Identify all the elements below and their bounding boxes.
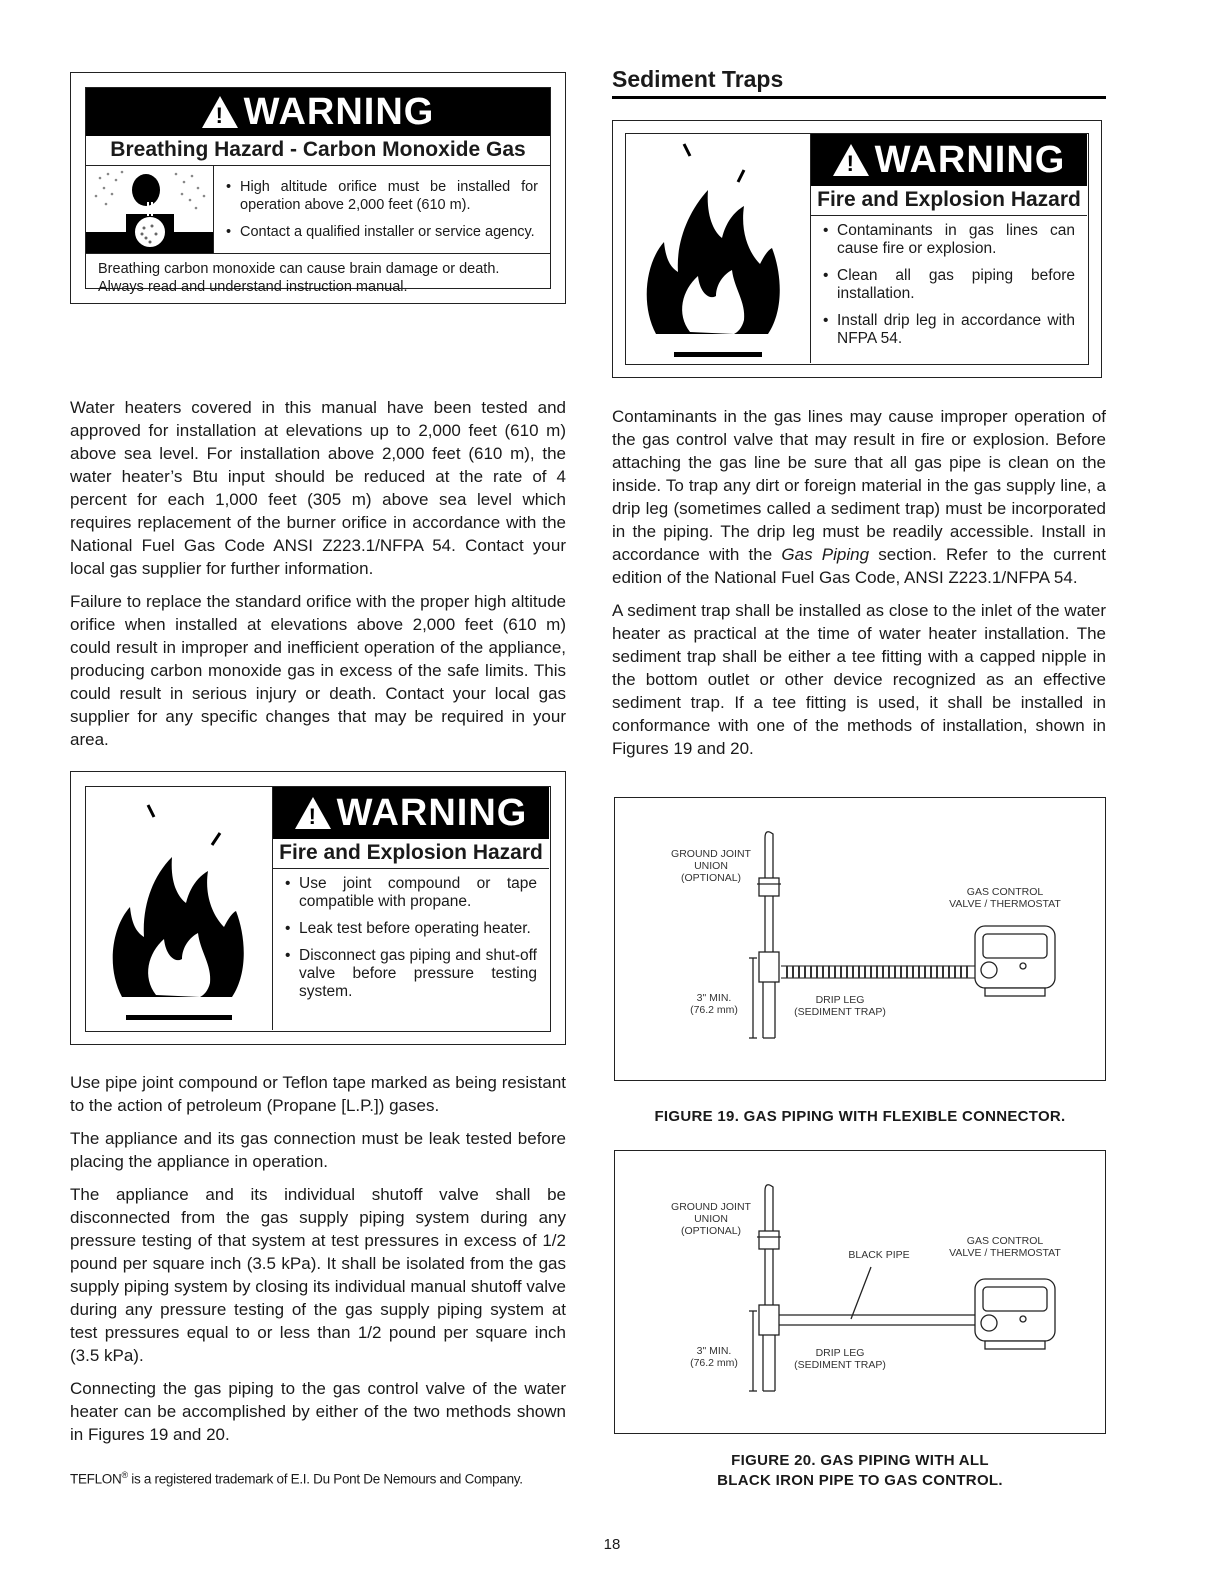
page-number: 18 — [603, 1536, 621, 1553]
hazard-title: Fire and Explosion Hazard — [273, 839, 549, 869]
warning-banner: ! WARNING — [273, 787, 549, 839]
figure-19-caption: FIGURE 19. GAS PIPING WITH FLEXIBLE CONNECTOR. — [654, 1108, 1066, 1125]
paragraph: Water heaters covered in this manual have been tested and approved for installation at elevations up to 2,000 feet (610 m) above sea level. For installation above 2,000 feet (610 m), the water heater’s Btu input should be reduced at the rate of 4 percent for each 1,000 feet (305 m) above sea level which requires replacement of the burner orifice in accordance with the National Fuel Gas Code ANSI Z223.1/NFPA 54. Contact your local gas supplier for further information. — [70, 398, 566, 578]
figure-20-diagram — [615, 1151, 1105, 1433]
warning-triangle-icon: ! — [295, 797, 331, 829]
paragraph: The appliance and its gas connection must be leak tested before placing the appliance in operation. — [70, 1129, 566, 1171]
label-gas-control-valve: GAS CONTROL VALVE / THERMOSTAT — [949, 1235, 1061, 1259]
warning-fire-bullet-3: • Disconnect gas piping and shut-off valve before pressure testing system. — [283, 947, 537, 1001]
warning-co-footer: Breathing carbon monoxide can cause brain damage or death. Always read and understand instruction manual. — [98, 261, 500, 295]
warning-triangle-icon: ! — [833, 144, 869, 176]
label-gas-control-valve: GAS CONTROL VALVE / THERMOSTAT — [949, 886, 1061, 910]
warning-fire-bullet-3: • Install drip leg in accordance with NFPA 54. — [821, 312, 1075, 348]
paragraph: Connecting the gas piping to the gas control valve of the water heater can be accomplished by either of the two methods shown in Figures 19 and 20. — [70, 1379, 566, 1444]
person-inhaling-gas-icon — [86, 166, 214, 253]
hazard-title: Fire and Explosion Hazard — [811, 186, 1087, 216]
right-column-text — [612, 405, 1106, 770]
section-rule — [612, 96, 1106, 99]
figure-20-caption: FIGURE 20. GAS PIPING WITH ALL BLACK IRON PIPE TO GAS CONTROL. — [717, 1452, 1003, 1489]
warning-fire-bullet-2: • Leak test before operating heater. — [283, 920, 537, 938]
paragraph: Failure to replace the standard orifice with the proper high altitude orifice when installed at elevations above 2,000 feet (610 m) could result in improper and inefficient operation of the appliance, producing carbon monoxide gas in excess of the safe limits. This could result in serious injury or death. Contact your local gas supplier for any specific changes that may be required in your area. — [70, 592, 566, 749]
label-3in-min: 3" MIN. (76.2 mm) — [690, 1345, 738, 1369]
hazard-title: Breathing Hazard - Carbon Monoxide Gas — [86, 136, 550, 166]
label-black-pipe: BLACK PIPE — [848, 1249, 910, 1261]
figure-19-diagram — [615, 798, 1105, 1080]
flame-icon — [626, 134, 810, 363]
warning-fire-box-right — [612, 120, 1102, 378]
section-title: Sediment Traps — [612, 66, 784, 92]
warning-banner: ! WARNING — [86, 88, 550, 136]
warning-fire-bullet-1: • Use joint compound or tape compatible with propane. — [283, 875, 537, 911]
left-column-text-2 — [70, 1071, 566, 1456]
warning-fire-bullet-1: • Contaminants in gas lines can cause fire or explosion. — [821, 222, 1075, 258]
warning-fire-inner — [85, 786, 551, 1032]
paragraph: Contaminants in the gas lines may cause improper operation of the gas control valve that may result in fire or explosion. Before attaching the gas line be sure that all gas pipe is clean on the inside. To trap any dirt or foreign material in the gas supply line, a drip leg (sometimes called a sediment trap) must be incorporated in the piping. The drip leg must be readily accessible. Install in accordance with the Gas Piping section. Refer to the current edition of the National Fuel Gas Code, ANSI Z223.1/NFPA 54. — [612, 407, 1106, 587]
figure-19 — [614, 797, 1106, 1081]
paragraph: The appliance and its individual shutoff valve shall be disconnected from the gas supply piping system during any pressure testing of that system at test pressures in excess of 1/2 pound per square inch (3.5 kPa). It shall be isolated from the gas supply piping system by closing its individual manual shutoff valve during any pressure testing of the gas supply piping system at test pressures equal to or less than 1/2 pound per square inch (3.5 kPa). — [70, 1185, 566, 1365]
flame-icon — [86, 787, 272, 1030]
warning-co-box — [70, 72, 566, 304]
warning-co-bullet-2: • Contact a qualified installer or service agency. — [224, 223, 538, 241]
warning-co-bullet-1: • High altitude orifice must be installed for operation above 2,000 feet (610 m). — [224, 178, 538, 214]
paragraph: A sediment trap shall be installed as close to the inlet of the water heater as practical at the time of water heater installation. The sediment trap shall be either a tee fitting with a capped nipple in the bottom outlet or other device recognized as an effective sediment trap. If a tee fitting is used, it shall be installed in conformance with one of the methods of installation, shown in Figures 19 and 20. — [612, 601, 1106, 758]
warning-banner: ! WARNING — [811, 134, 1087, 186]
warning-fire-inner — [625, 133, 1089, 365]
paragraph: Use pipe joint compound or Teflon tape marked as being resistant to the action of petroleum (Propane [L.P.]) gases. — [70, 1073, 566, 1115]
warning-co-inner — [85, 87, 551, 295]
left-column-text-1 — [70, 396, 566, 761]
warning-fire-bullet-2: • Clean all gas piping before installation. — [821, 267, 1075, 303]
label-drip-leg: DRIP LEG (SEDIMENT TRAP) — [794, 994, 886, 1018]
warning-fire-box-left — [70, 771, 566, 1045]
trademark-footnote: TEFLON® is a registered trademark of E.I. Du Pont De Nemours and Company. — [70, 1470, 523, 1487]
label-ground-joint-union: GROUND JOINT UNION (OPTIONAL) — [671, 848, 751, 884]
label-3in-min: 3" MIN. (76.2 mm) — [690, 992, 738, 1016]
figure-20 — [614, 1150, 1106, 1434]
label-drip-leg: DRIP LEG (SEDIMENT TRAP) — [794, 1347, 886, 1371]
label-ground-joint-union: GROUND JOINT UNION (OPTIONAL) — [671, 1201, 751, 1237]
warning-triangle-icon: ! — [202, 96, 238, 128]
